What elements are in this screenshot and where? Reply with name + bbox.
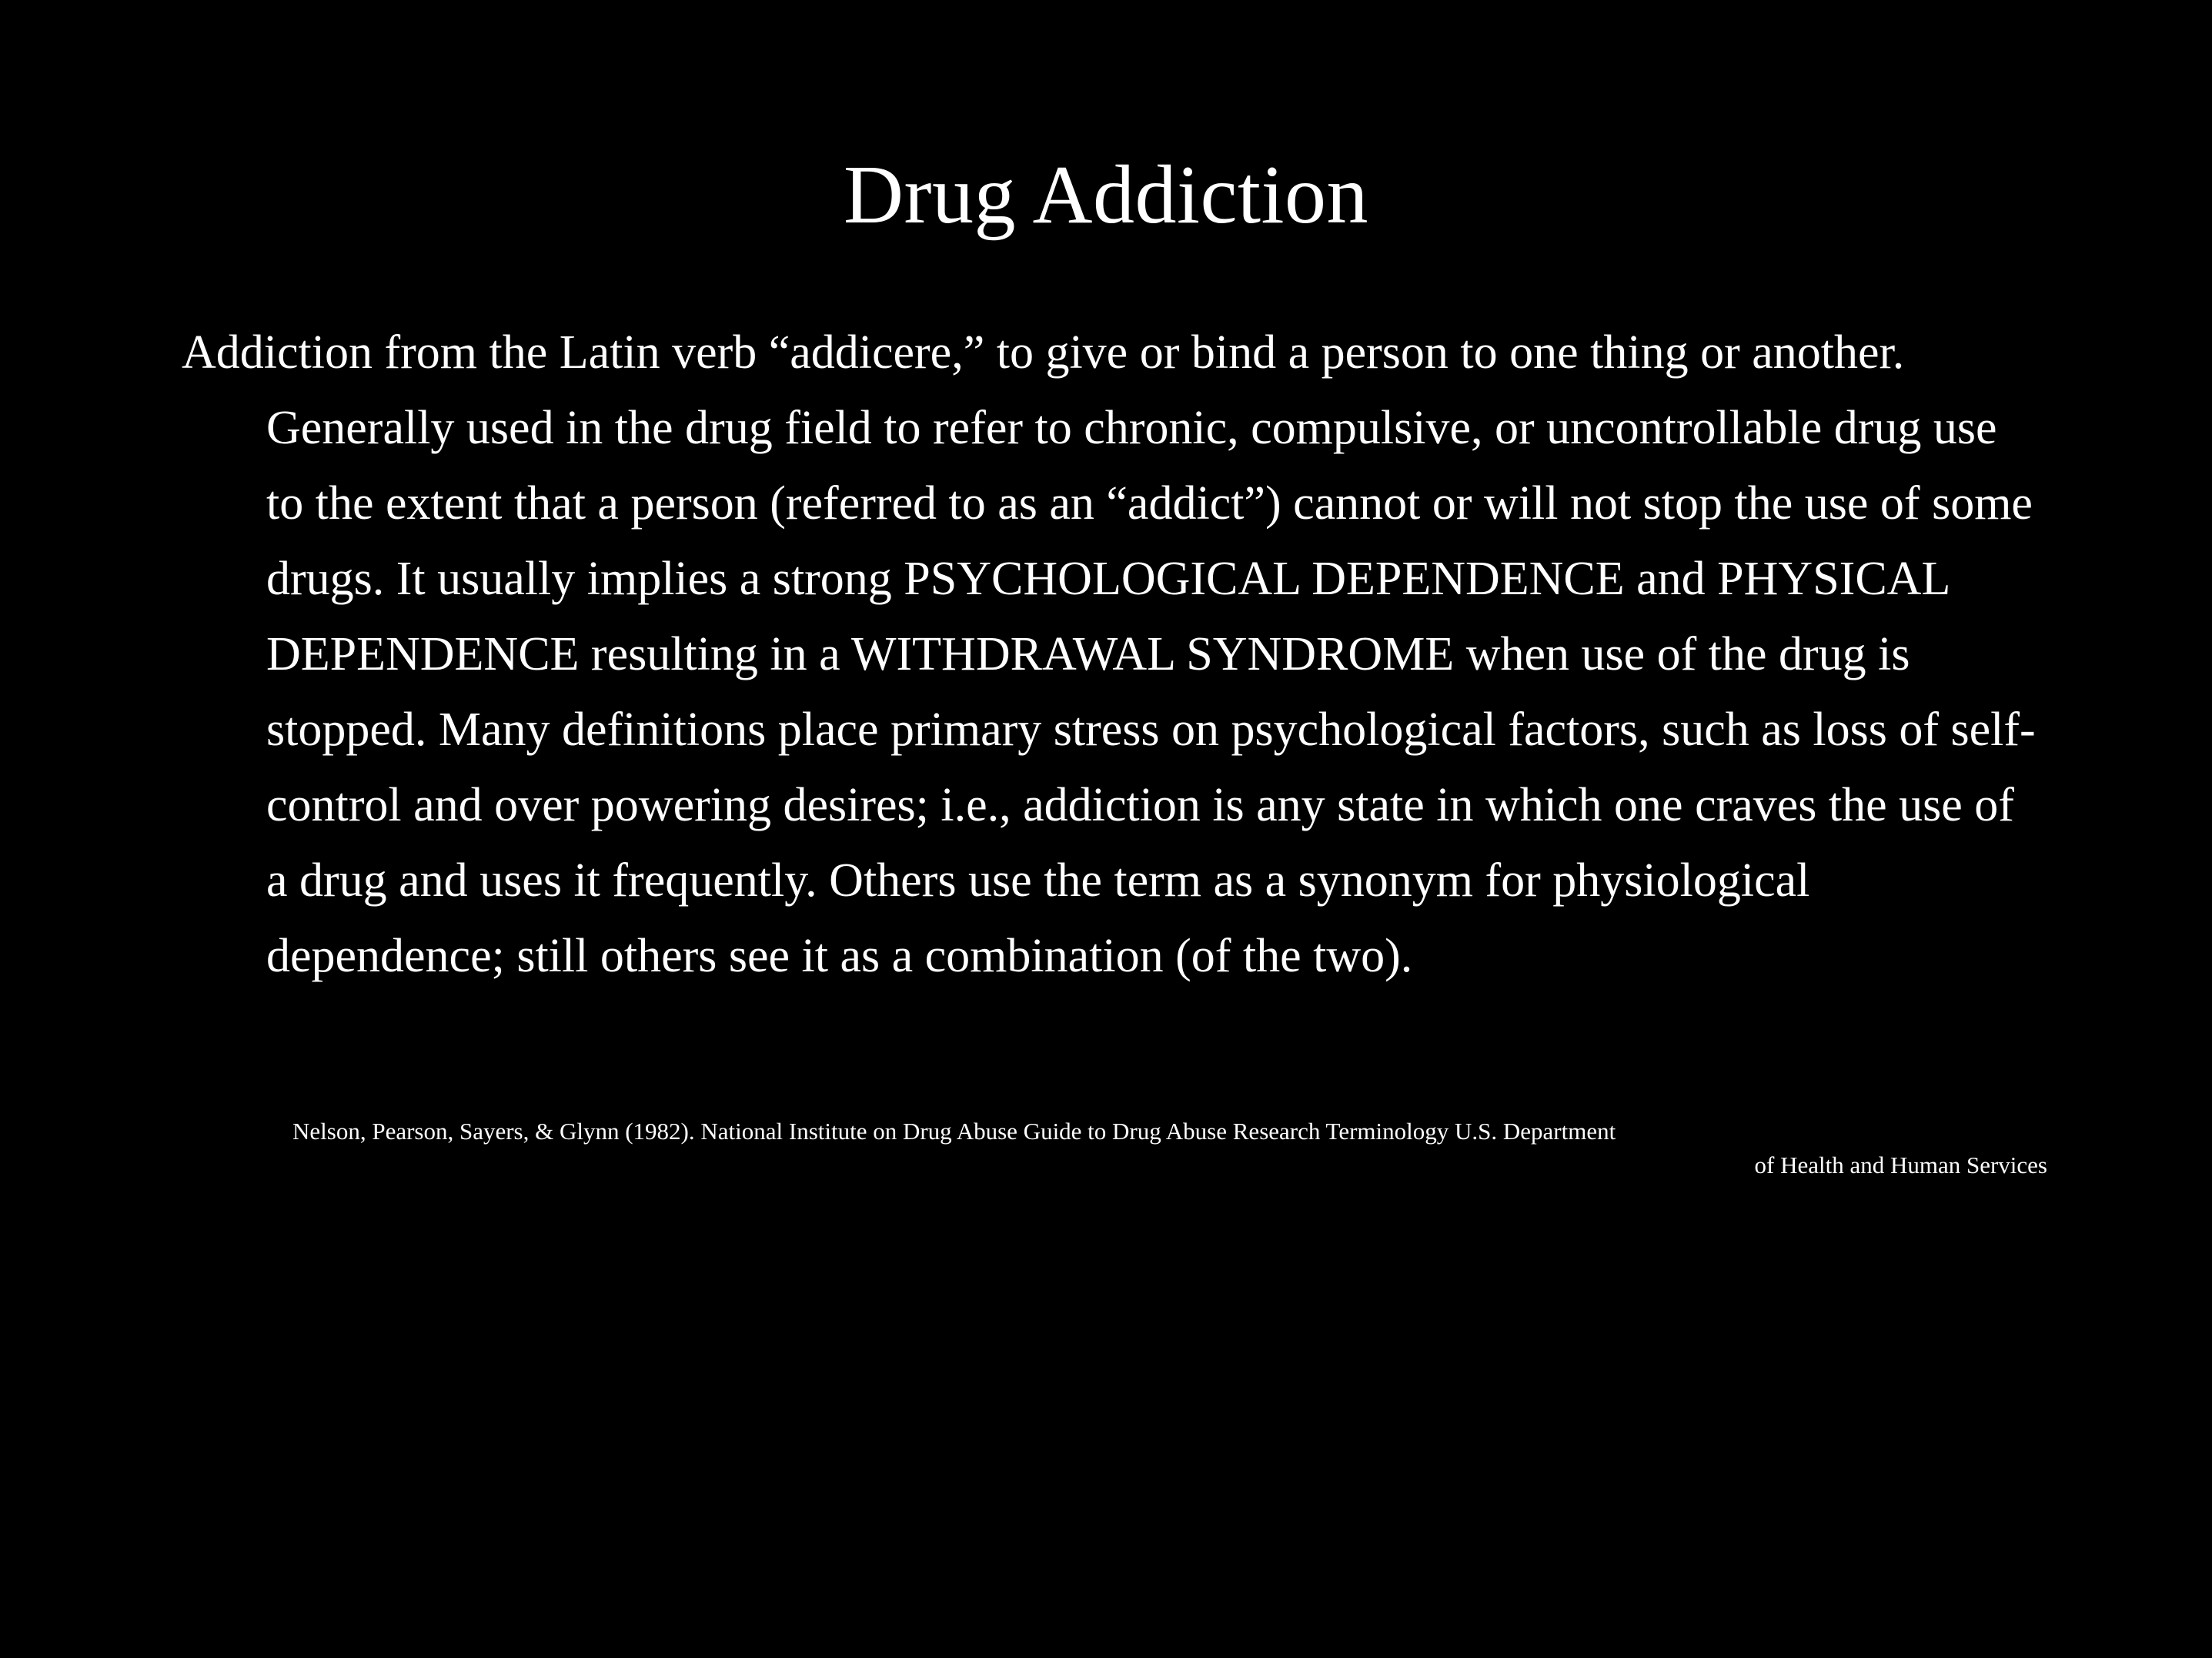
citation-line-2: of Health and Human Services <box>1754 1152 2047 1179</box>
citation-line-1: Nelson, Pearson, Sayers, & Glynn (1982). National Institute on Drug Abuse Guide to Drug Abuse Research Terminology U.S. Department <box>292 1118 1616 1145</box>
citation <box>292 1115 2047 1182</box>
definition-paragraph: Addiction from the Latin verb “addicere,” to give or bind a person to one thing or another. Generally used in the drug field to refer to chronic, compulsive, or uncontrollable drug use to the extent that a person (referred to as an “addict”) cannot or will not stop the use of some drugs. It usually implies a strong PSYCHOLOGICAL DEPENDENCE and PHYSICAL DEPENDENCE resulting in a WITHDRAWAL SYNDROME when use of the drug is stopped. Many definitions place primary stress on psychological factors, such as loss of self-control and over powering desires; i.e., addiction is any state in which one craves the use of a drug and uses it frequently. Others use the term as a synonym for physiological dependence; still others see it as a combination (of the two). <box>182 326 2036 982</box>
page-title: Drug Addiction <box>844 149 1368 242</box>
slide-body <box>182 268 2044 1042</box>
